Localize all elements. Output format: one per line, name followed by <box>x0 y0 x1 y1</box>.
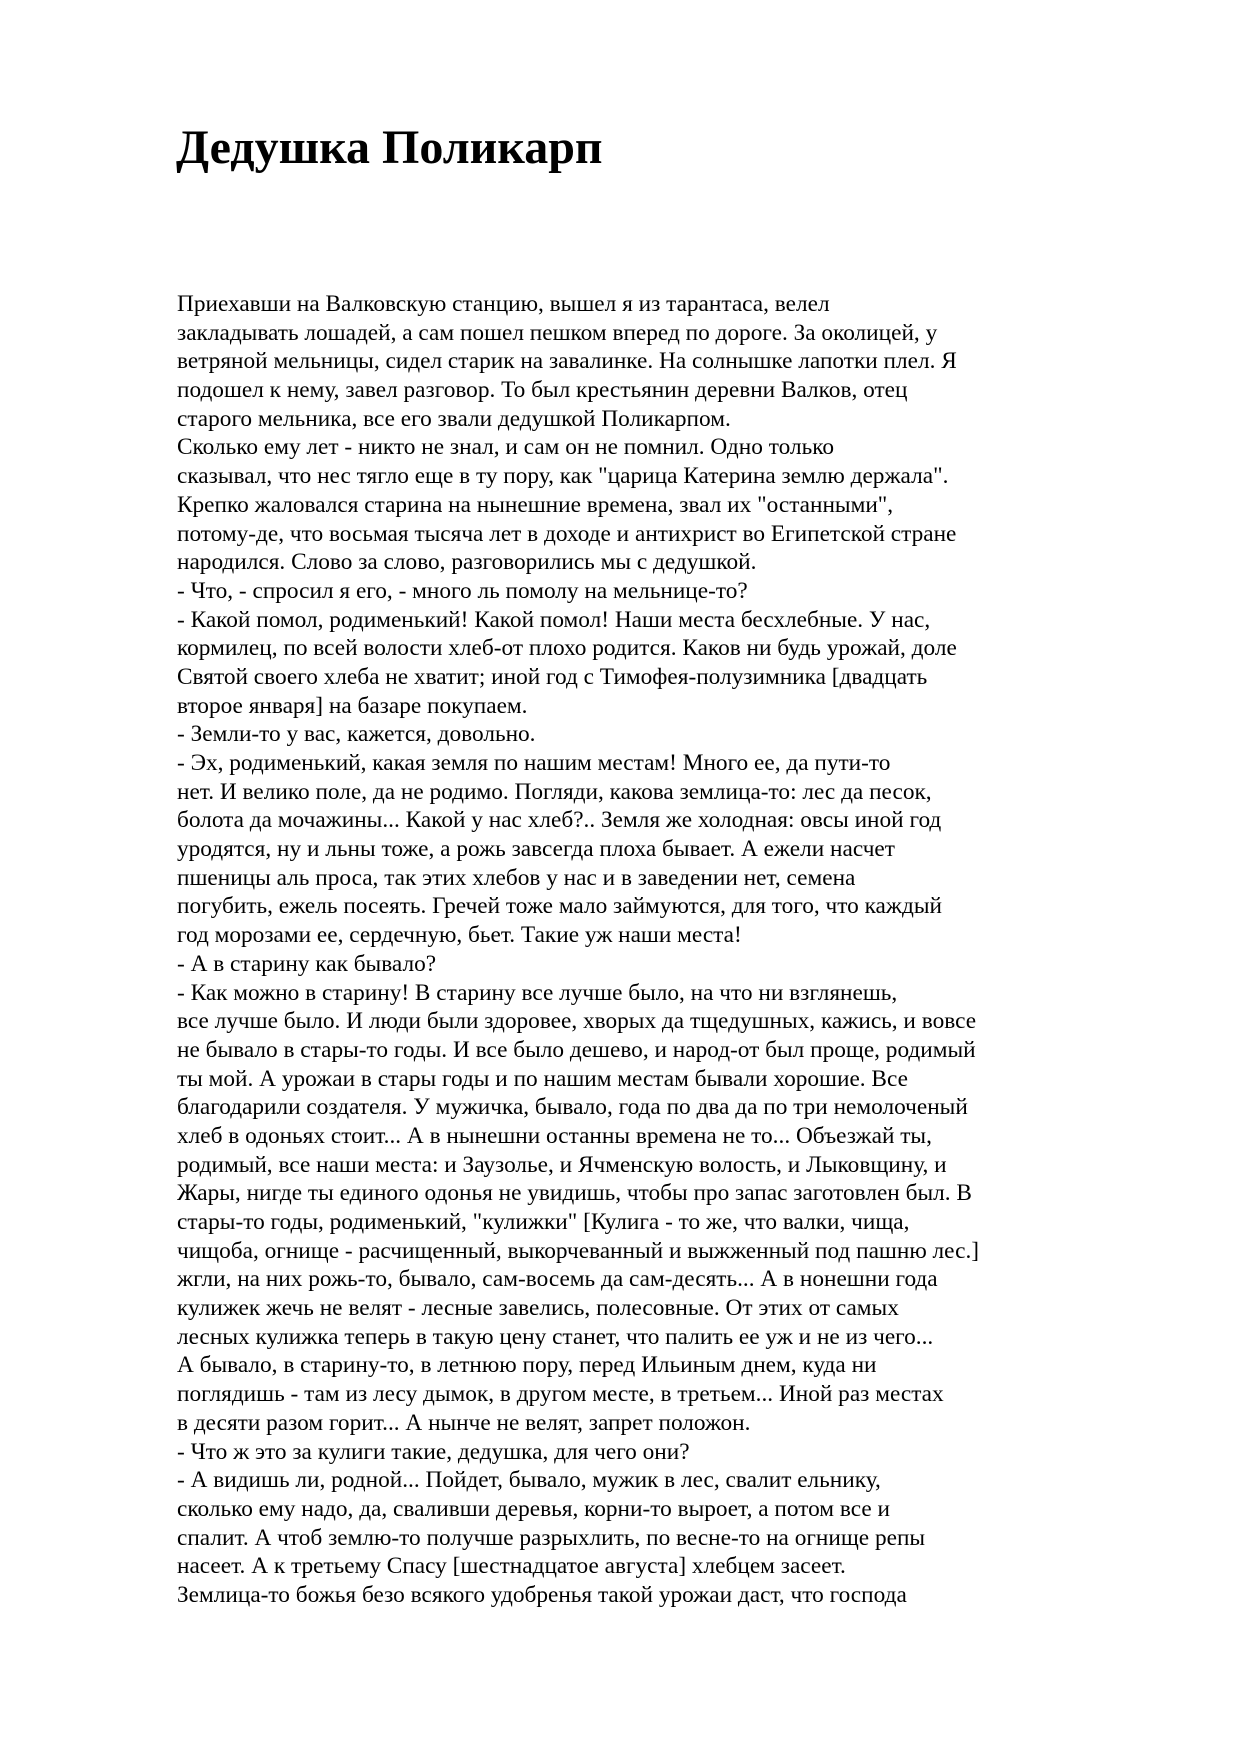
text-line: Приехавши на Валковскую станцию, вышел я из тарантаса, велел <box>177 291 830 317</box>
text-line: болота да мочажины... Какой у нас хлеб?.. Земля же холодная: овсы иной год <box>177 807 942 834</box>
text-line: ветряной мельницы, сидел старик на завалинке. На солнышке лапотки плел. Я <box>177 348 957 375</box>
text-line: пшеницы аль проса, так этих хлебов у нас и в заведении нет, семена <box>177 864 856 891</box>
text-line: Святой своего хлеба не хватит; иной год с Тимофея-полузимника [двадцать <box>177 663 928 690</box>
text-line: жгли, на них рожь-то, бывало, сам-восемь да сам-десять... А в нонешни года <box>177 1266 938 1293</box>
text-line: нет. И велико поле, да не родимо. Погляди, какова землица-то: лес да песок, <box>177 778 932 805</box>
page-title: Дедушка Поликарп <box>176 121 603 174</box>
text-line: лесных кулижка теперь в такую цену станет, что палить ее уж и не из чего... <box>177 1323 934 1350</box>
text-line: уродятся, ну и льны тоже, а рожь завсегда плоха бывает. А ежели насчет <box>177 836 895 863</box>
text-line: старого мельника, все его звали дедушкой Поликарпом. <box>177 405 731 432</box>
text-line: кулижек жечь не велят - лесные завелись, полесовные. От этих от самых <box>177 1295 899 1322</box>
text-line: потому-де, что восьмая тысяча лет в доходе и антихрист во Египетской стране <box>177 520 957 547</box>
text-line: - Что ж это за кулиги такие, дедушка, для чего они? <box>177 1438 690 1465</box>
text-line: все лучше было. И люди были здоровее, хворых да тщедушных, кажись, и вовсе <box>177 1008 977 1035</box>
text-line: второе января] на базаре покупаем. <box>177 692 528 719</box>
text-line: кормилец, по всей волости хлеб-от плохо родится. Каков ни будь урожай, доле <box>177 635 957 662</box>
text-line: Землица-то божья безо всякого удобренья такой урожаи даст, что господа <box>177 1581 907 1608</box>
text-line: спалит. А чтоб землю-то получше разрыхлить, по весне-то на огнище репы <box>177 1524 926 1551</box>
text-line: - А видишь ли, родной... Пойдет, бывало, мужик в лес, свалит ельнику, <box>177 1467 881 1494</box>
text-line: чищоба, огнище - расчищенный, выкорчеванный и выжженный под пашню лес.] <box>177 1237 980 1264</box>
text-line: подошел к нему, завел разговор. То был крестьянин деревни Валков, отец <box>177 377 908 404</box>
text-line: сколько ему надо, да, сваливши деревья, корни-то выроет, а потом все и <box>177 1495 890 1522</box>
text-line: - Как можно в старину! В старину все лучше было, на что ни взглянешь, <box>177 979 898 1006</box>
body-text <box>177 290 1077 1610</box>
text-line: - Земли-то у вас, кажется, довольно. <box>177 721 536 748</box>
text-line: закладывать лошадей, а сам пошел пешком вперед по дороге. За околицей, у <box>177 319 938 346</box>
text-line: поглядишь - там из лесу дымок, в другом месте, в третьем... Иной раз местах <box>177 1381 944 1408</box>
text-line: не бывало в стары-то годы. И все было дешево, и народ-от был проще, родимый <box>177 1036 976 1063</box>
text-line: Крепко жаловался старина на нынешние времена, звал их "останными", <box>177 491 894 518</box>
text-line: ты мой. А урожаи в стары годы и по нашим местам бывали хорошие. Все <box>177 1065 908 1092</box>
text-line: благодарили создателя. У мужичка, бывало, года по два да по три немолоченый <box>177 1094 968 1121</box>
text-line: сказывал, что нес тягло еще в ту пору, как "царица Катерина землю держала". <box>177 463 949 490</box>
text-line: погубить, ежель посеять. Гречей тоже мало займуются, для того, что каждый <box>177 893 942 920</box>
text-line: родимый, все наши места: и Заузолье, и Ячменскую волость, и Лыковщину, и <box>177 1151 947 1178</box>
text-line: год морозами ее, сердечную, бьет. Такие уж наши места! <box>177 922 742 949</box>
text-line: - Что, - спросил я его, - много ль помолу на мельнице-то? <box>177 577 748 604</box>
text-line: Сколько ему лет - никто не знал, и сам он не помнил. Одно только <box>177 434 834 461</box>
text-line: в десяти разом горит... А нынче не велят, запрет положон. <box>177 1409 751 1436</box>
text-line: - Какой помол, родименький! Какой помол! Наши места бесхлебные. У нас, <box>177 606 931 633</box>
text-line: Жары, нигде ты единого одонья не увидишь, чтобы про запас заготовлен был. В <box>177 1180 972 1207</box>
text-line: хлеб в одоньях стоит... А в нынешни останны времена не то... Объезжай ты, <box>177 1122 932 1149</box>
text-line: - А в старину как бывало? <box>177 950 437 977</box>
text-line: А бывало, в старину-то, в летнюю пору, перед Ильиным днем, куда ни <box>177 1352 877 1379</box>
text-line: народился. Слово за слово, разговорились мы с дедушкой. <box>177 549 757 576</box>
text-line: - Эх, родименький, какая земля по нашим местам! Много ее, да пути-то <box>177 750 891 776</box>
text-line: насеет. А к третьему Спасу [шестнадцатое августа] хлебцем засеет. <box>177 1553 846 1580</box>
text-line: стары-то годы, родименький, "кулижки" [Кулига - то же, что валки, чища, <box>177 1209 910 1235</box>
